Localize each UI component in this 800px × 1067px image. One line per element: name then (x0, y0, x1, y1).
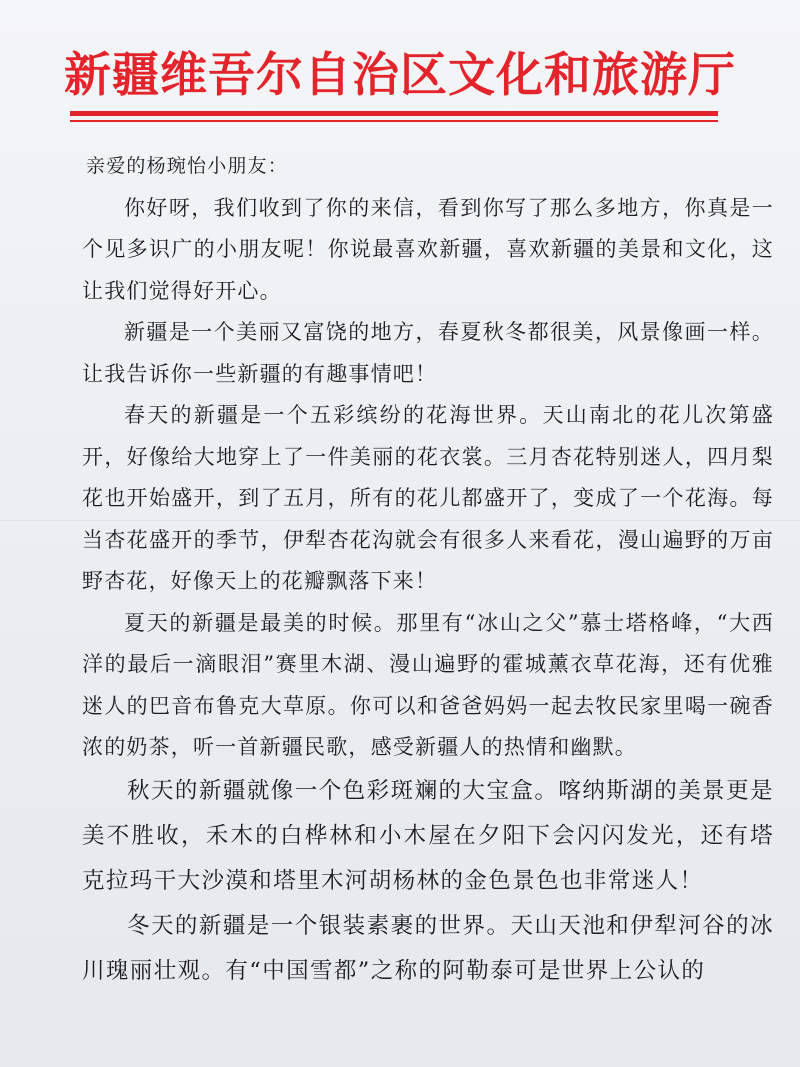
letterhead-rule-thick (70, 111, 718, 116)
letter-salutation: 亲爱的杨琬怡小朋友： (86, 155, 289, 177)
letter-body (82, 146, 774, 994)
letter-paragraph: 春天的新疆是一个五彩缤纷的花海世界。天山南北的花儿次第盛开，好像给大地穿上了一件美丽的花衣裳。三月杏花特别迷人，四月梨花也开始盛开，到了五月，所有的花儿都盛开了，变成了一个花海。每当杏花盛开的季节，伊犁杏花沟就会有很多人来看花，漫山遍野的万亩野杏花，好像天上的花瓣飘落下来！ (82, 403, 774, 593)
letter-paragraph: 秋天的新疆就像一个色彩斑斓的大宝盒。喀纳斯湖的美景更是美不胜收，禾木的白桦林和小木屋在夕阳下会闪闪发光，还有塔克拉玛干大沙漠和塔里木河胡杨林的金色景色也非常迷人！ (82, 777, 774, 894)
letterhead-title: 新疆维吾尔自治区文化和旅游厅 (64, 48, 736, 103)
letter-paragraph: 夏天的新疆是最美的时候。那里有“冰山之父”慕士塔格峰，“大西洋的最后一滴眼泪”赛里木湖、漫山遍野的霍城薰衣草花海，还有优雅迷人的巴音布鲁克大草原。你可以和爸爸妈妈一起去牧民家里喝一碗香浓的奶茶，听一首新疆民歌，感受新疆人的热情和幽默。 (82, 610, 774, 759)
letter-paragraph: 你好呀，我们收到了你的来信，看到你写了那么多地方，你真是一个见多识广的小朋友呢！你说最喜欢新疆，喜欢新疆的美景和文化，这让我们觉得好开心。 (82, 195, 774, 303)
letter-paragraph: 新疆是一个美丽又富饶的地方，春夏秋冬都很美，风景像画一样。让我告诉你一些新疆的有趣事情吧！ (82, 320, 774, 386)
letter-paragraph: 冬天的新疆是一个银装素裹的世界。天山天池和伊犁河谷的冰川瑰丽壮观。有“中国雪都”之称的阿勒泰可是世界上公认的 (82, 912, 774, 984)
letterhead-rule-thin (70, 120, 718, 122)
